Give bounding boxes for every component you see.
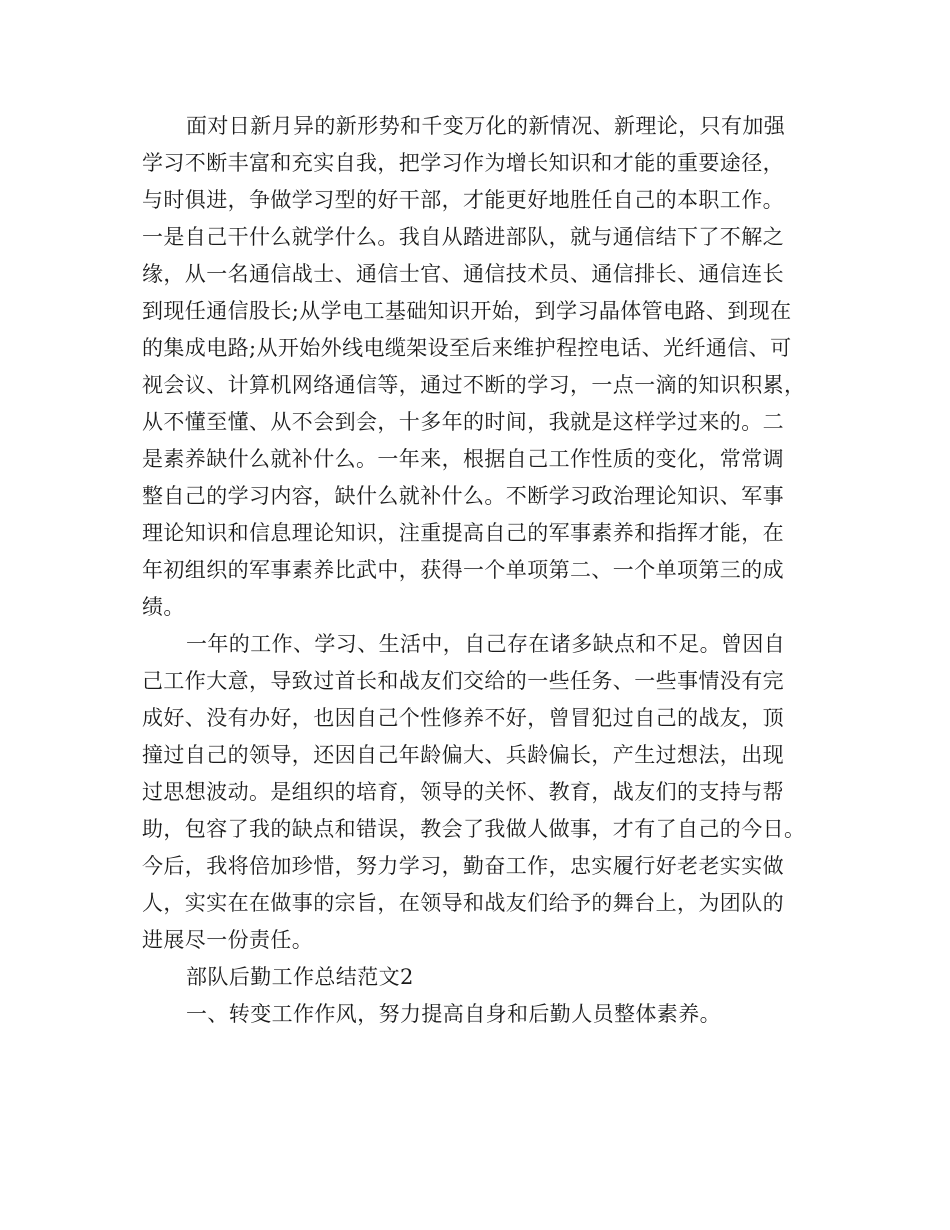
subsection-heading: 一、转变工作作风，努力提高自身和后勤人员整体素养。 bbox=[186, 1002, 721, 1026]
paragraph-line: 己工作大意，导致过首长和战友们交给的一些任务、一些事情没有完 bbox=[142, 669, 784, 693]
paragraph-line: 整自己的学习内容，缺什么就补什么。不断学习政治理论知识、军事 bbox=[142, 484, 784, 508]
paragraph-line: 过思想波动。是组织的培育，领导的关怀、教育，战友们的支持与帮 bbox=[142, 780, 784, 804]
paragraph-line: 进展尽一份责任。 bbox=[142, 928, 314, 952]
paragraph-line: 助，包容了我的缺点和错误，教会了我做人做事，才有了自己的今日。 bbox=[142, 817, 806, 841]
document-body bbox=[142, 108, 822, 1033]
paragraph-line: 一年的工作、学习、生活中，自己存在诸多缺点和不足。曾因自 bbox=[186, 632, 786, 656]
paragraph-line: 一是自己干什么就学什么。我自从踏进部队，就与通信结下了不解之 bbox=[142, 225, 784, 249]
paragraph-line: 视会议、计算机网络通信等，通过不断的学习，一点一滴的知识积累， bbox=[142, 373, 806, 397]
paragraph-line: 的集成电路;从开始外线电缆架设至后来维护程控电话、光纤通信、可 bbox=[142, 336, 792, 360]
paragraph-line: 学习不断丰富和充实自我，把学习作为增长知识和才能的重要途径， bbox=[142, 151, 784, 175]
paragraph-line: 与时俱进，争做学习型的好干部，才能更好地胜任自己的本职工作。 bbox=[142, 188, 784, 212]
paragraph-line: 从不懂至懂、从不会到会，十多年的时间，我就是这样学过来的。二 bbox=[142, 410, 784, 434]
paragraph-line: 撞过自己的领导，还因自己年龄偏大、兵龄偏长，产生过想法，出现 bbox=[142, 743, 784, 767]
paragraph-line: 面对日新月异的新形势和千变万化的新情况、新理论，只有加强 bbox=[186, 114, 786, 138]
paragraph-line: 人，实实在在做事的宗旨，在领导和战友们给予的舞台上，为团队的 bbox=[142, 891, 784, 915]
paragraph-line: 到现任通信股长;从学电工基础知识开始，到学习晶体管电路、到现在 bbox=[142, 299, 792, 323]
paragraph-line: 缘，从一名通信战士、通信士官、通信技术员、通信排长、通信连长 bbox=[142, 262, 784, 286]
paragraph-line: 成好、没有办好，也因自己个性修养不好，曾冒犯过自己的战友，顶 bbox=[142, 706, 784, 730]
paragraph-line: 今后，我将倍加珍惜，努力学习，勤奋工作，忠实履行好老老实实做 bbox=[142, 854, 784, 878]
paragraph-line: 理论知识和信息理论知识，注重提高自己的军事素养和指挥才能，在 bbox=[142, 521, 784, 545]
section-heading: 部队后勤工作总结范文2 bbox=[186, 965, 414, 989]
paragraph-line: 年初组织的军事素养比武中，获得一个单项第二、一个单项第三的成 bbox=[142, 558, 784, 582]
paragraph-line: 是素养缺什么就补什么。一年来，根据自己工作性质的变化，常常调 bbox=[142, 447, 784, 471]
paragraph-line: 绩。 bbox=[142, 595, 185, 619]
